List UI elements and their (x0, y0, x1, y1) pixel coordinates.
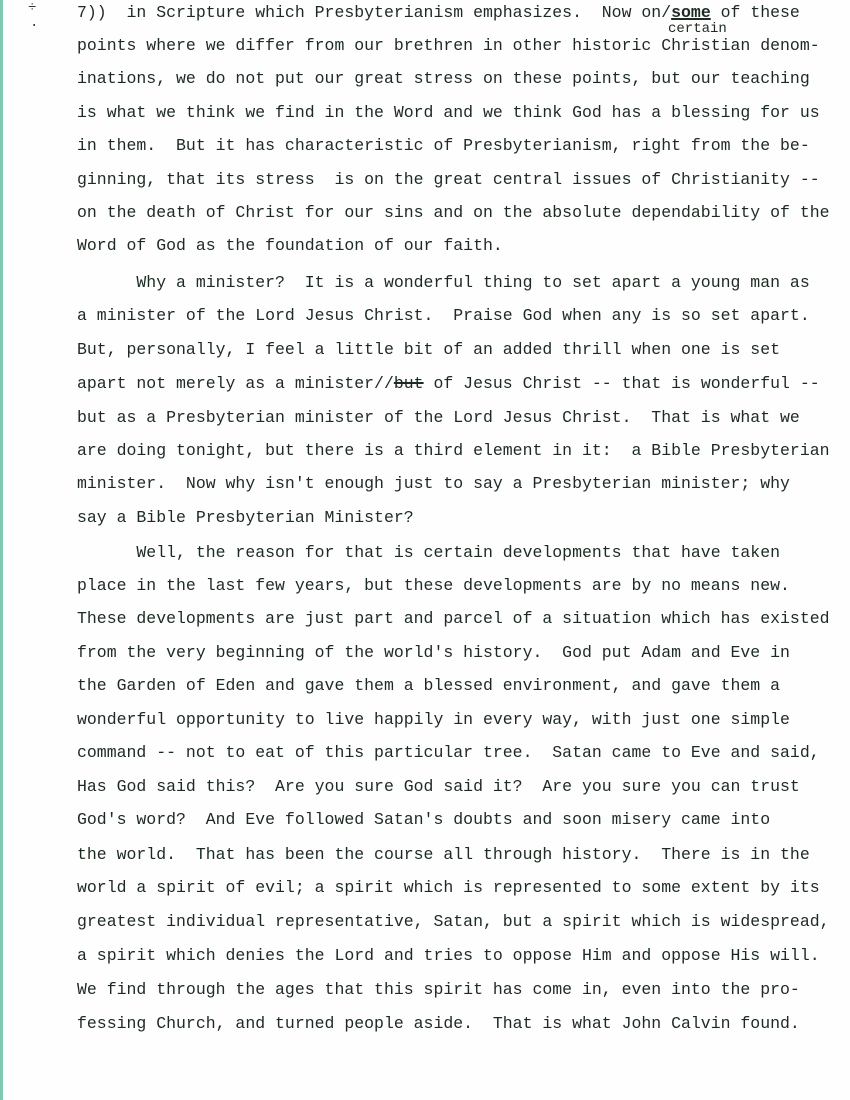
text-segment: greatest individual representative, Satan, but a spirit which is widespread, (77, 912, 830, 931)
text-segment: God's word? And Eve followed Satan's doubts and soon misery came into (77, 810, 771, 829)
text-segment: 7)) in Scripture which Presbyterianism emphasizes. Now on/ (77, 3, 672, 22)
text-line (77, 104, 820, 122)
text-segment: say a Bible Presbyterian Minister? (77, 508, 414, 527)
text-line (77, 137, 810, 155)
text-line (77, 947, 820, 965)
text-line (77, 913, 830, 931)
text-segment: command -- not to eat of this particular tree. Satan came to Eve and said, (77, 743, 820, 762)
text-line (77, 4, 800, 22)
struck-text: but (393, 374, 424, 393)
text-segment: world a spirit of evil; a spirit which is represented to some extent by its (77, 878, 820, 897)
text-segment: We find through the ages that this spirit has come in, even into the pro- (77, 980, 800, 999)
text-segment: inations, we do not put our great stress on these points, but our teaching (77, 69, 810, 88)
text-line (77, 171, 820, 189)
text-segment: Word of God as the foundation of our faith. (77, 236, 503, 255)
text-segment: is what we think we find in the Word and we think God has a blessing for us (77, 103, 820, 122)
text-segment: apart not merely as a minister// (77, 374, 394, 393)
text-segment: the world. That has been the course all through history. There is in the (77, 845, 810, 864)
struck-word: some (671, 3, 711, 22)
text-segment: the Garden of Eden and gave them a blessed environment, and gave them a (77, 676, 781, 695)
text-line (77, 274, 810, 292)
text-segment: in them. But it has characteristic of Presbyterianism, right from the be- (77, 136, 810, 155)
text-segment: of these (710, 3, 800, 22)
text-line (77, 409, 800, 427)
text-segment: place in the last few years, but these developments are by no means new. (77, 576, 790, 595)
text-line (77, 846, 810, 864)
handwritten-insertion: certain (668, 21, 727, 37)
text-segment: These developments are just part and parcel of a situation which has existed (77, 609, 830, 628)
text-segment: points where we differ from our brethren in other historic Christian denom- (77, 36, 820, 55)
text-line (77, 879, 820, 897)
text-line (77, 307, 810, 325)
text-segment: from the very beginning of the world's history. God put Adam and Eve in (77, 643, 790, 662)
text-line (77, 644, 790, 662)
page-edge (0, 0, 3, 1100)
text-segment: are doing tonight, but there is a third element in it: a Bible Presbyterian (77, 441, 830, 460)
text-line (77, 544, 780, 562)
text-line (77, 70, 810, 88)
text-line (77, 677, 780, 695)
text-line (77, 509, 414, 527)
text-segment: fessing Church, and turned people aside. That is what John Calvin found. (77, 1014, 800, 1033)
text-segment: Has God said this? Are you sure God said it? Are you sure you can trust (77, 777, 800, 796)
text-segment: wonderful opportunity to live happily in every way, with just one simple (77, 710, 790, 729)
text-line (77, 811, 770, 829)
margin-mark: · (30, 18, 39, 34)
text-segment: ginning, that its stress is on the great central issues of Christianity -- (77, 170, 820, 189)
text-segment: Why a minister? It is a wonderful thing to set apart a young man as (77, 273, 810, 292)
text-segment: a minister of the Lord Jesus Christ. Praise God when any is so set apart. (77, 306, 810, 325)
text-line (77, 475, 790, 493)
text-line (77, 37, 820, 55)
text-line (77, 711, 790, 729)
margin-mark: ÷ (28, 0, 37, 16)
text-line (77, 442, 830, 460)
text-line (77, 610, 830, 628)
text-line (77, 778, 800, 796)
text-segment: of Jesus Christ -- that is wonderful -- (423, 374, 820, 393)
text-line (77, 341, 780, 359)
text-segment: minister. Now why isn't enough just to say a Presbyterian minister; why (77, 474, 790, 493)
text-segment: a spirit which denies the Lord and tries to oppose Him and oppose His will. (77, 946, 820, 965)
text-segment: But, personally, I feel a little bit of an added thrill when one is set (77, 340, 781, 359)
text-segment: but as a Presbyterian minister of the Lord Jesus Christ. That is what we (77, 408, 800, 427)
text-segment: on the death of Christ for our sins and on the absolute dependability of the (77, 203, 830, 222)
text-line (77, 1015, 800, 1033)
text-line (77, 981, 800, 999)
text-line (77, 204, 830, 222)
text-line (77, 577, 790, 595)
text-segment: Well, the reason for that is certain developments that have taken (77, 543, 781, 562)
text-line (77, 744, 820, 762)
text-line (77, 237, 503, 255)
text-line (77, 375, 820, 393)
